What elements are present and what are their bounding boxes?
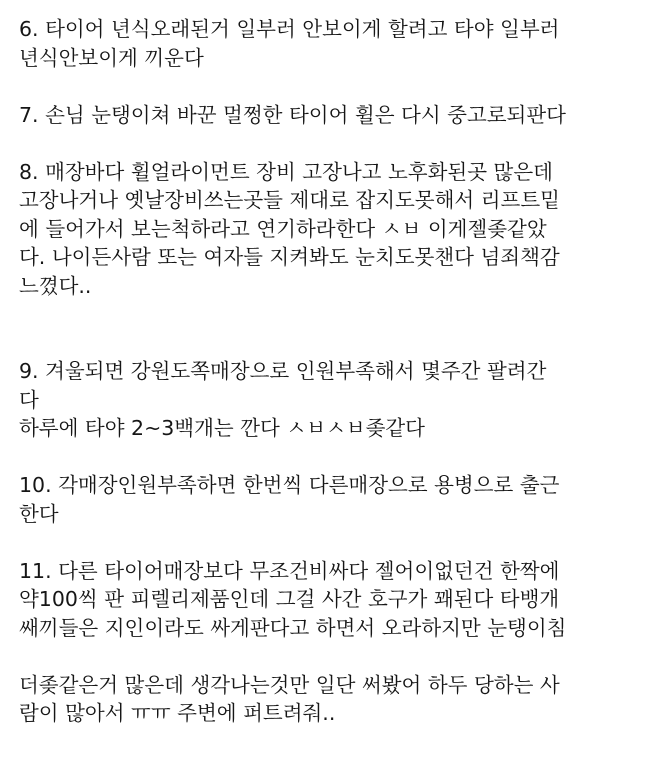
text-line: 7. 손님 눈탱이쳐 바꾼 멀쩡한 타이어 휠은 다시 중고로되판다: [19, 102, 566, 127]
text-line: 10. 각매장인원부족하면 한번씩 다른매장으로 용병으로 출근: [19, 473, 560, 497]
text-line: 11. 다른 타이어매장보다 무조건비싸다 젤어이없던건 한짝에: [19, 558, 560, 583]
list-item-7: [19, 101, 644, 130]
closing-note: [19, 671, 644, 728]
text-line: 고장나거나 옛날장비쓰는곳들 제대로 잡지도못해서 리프트밑: [19, 188, 560, 212]
paragraph-spacer: [19, 528, 644, 557]
text-line: 년식안보이게 끼운다: [19, 45, 204, 70]
text-line: 느꼈다..: [19, 273, 92, 298]
text-line: 쌔끼들은 지인이라도 싸게판다고 하면서 오라하지만 눈탱이침: [19, 615, 567, 640]
text-line: 하루에 타야 2~3백개는 깐다 ㅅㅂㅅㅂ좆같다: [19, 416, 425, 440]
text-line: 다: [19, 387, 39, 412]
list-item-10: [19, 471, 644, 528]
text-line: 에 들어가서 보는척하라고 연기하라한다 ㅅㅂ 이게젤좆같았: [19, 216, 547, 241]
paragraph-spacer: [19, 443, 644, 472]
paragraph-spacer: [19, 642, 644, 671]
paragraph-spacer: [19, 72, 644, 101]
text-line: 더좆같은거 많은데 생각나는것만 일단 써봤어 하두 당하는 사: [19, 672, 560, 697]
list-item-8: [19, 158, 644, 301]
text-line: 6. 타이어 년식오래된거 일부러 안보이게 할려고 타야 일부러: [19, 17, 560, 41]
text-line: 람이 많아서 ㅠㅠ 주변에 퍼트려줘..: [19, 701, 336, 725]
text-line: 한다: [19, 501, 59, 526]
list-item-9: [19, 357, 644, 443]
text-line: 다. 나이든사람 또는 여자들 지켜봐도 눈치도못챈다 넘죄책감: [19, 245, 560, 269]
paragraph-spacer: [19, 300, 644, 357]
list-item-11: [19, 557, 644, 643]
paragraph-spacer: [19, 129, 644, 158]
list-item-6: [19, 15, 644, 72]
text-line: 8. 매장바다 휠얼라이먼트 장비 고장나고 노후화된곳 많은데: [19, 159, 553, 184]
text-line: 약100씩 판 피렐리제품인데 그걸 사간 호구가 꽤된다 타뱅개: [19, 587, 560, 611]
text-line: 9. 겨울되면 강원도쪽매장으로 인원부족해서 몇주간 팔려간: [19, 359, 547, 383]
